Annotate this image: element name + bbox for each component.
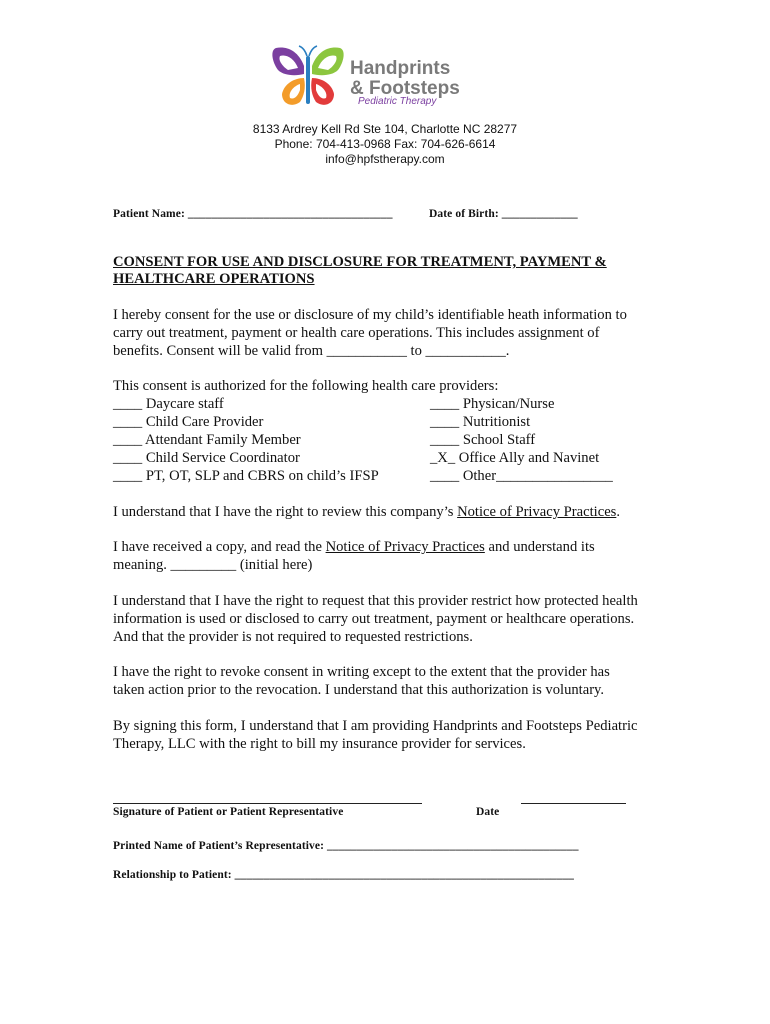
- privacy-practices-link-2[interactable]: Notice of Privacy Practices: [325, 539, 485, 555]
- restrict-paragraph-line2: information is used or disclosed to carry out treatment, payment or healthcare operations.: [113, 611, 635, 627]
- email-address: info@hpfstherapy.com: [325, 152, 445, 166]
- form-title-line2: HEALTHCARE OPERATIONS: [113, 271, 315, 287]
- provider-option-other[interactable]: ____ Other________________: [430, 468, 613, 484]
- review-notice-text: I understand that I have the right to review this company’s: [113, 504, 458, 520]
- provider-option-daycare-staff[interactable]: ____ Daycare staff: [113, 396, 224, 412]
- provider-option-school-staff[interactable]: ____ School Staff: [430, 432, 536, 448]
- butterfly-logo-icon: [268, 44, 348, 110]
- logo-tagline: Pediatric Therapy: [358, 96, 437, 107]
- phone-fax: Phone: 704-413-0968 Fax: 704-626-6614: [274, 137, 496, 151]
- provider-option-nutritionist[interactable]: ____ Nutritionist: [430, 414, 531, 430]
- provider-option-child-service-coordinator[interactable]: ____ Child Service Coordinator: [113, 450, 300, 466]
- privacy-practices-link[interactable]: Notice of Privacy Practices: [457, 504, 617, 520]
- signature-label: Signature of Patient or Patient Representative: [113, 806, 344, 818]
- consent-paragraph-line2: carry out treatment, payment or health care operations. This includes assignment of: [113, 325, 600, 341]
- signature-line[interactable]: [113, 803, 422, 804]
- relationship-field[interactable]: Relationship to Patient: __________________________________________________________: [113, 869, 574, 881]
- billing-paragraph-line1: By signing this form, I understand that I am providing Handprints and Footsteps Pediatric: [113, 718, 638, 734]
- review-notice-period: .: [616, 504, 621, 520]
- provider-option-pt-ot-slp-cbrs[interactable]: ____ PT, OT, SLP and CBRS on child’s IFSP: [113, 468, 379, 484]
- consent-validity-dates[interactable]: benefits. Consent will be valid from ___________ to ___________.: [113, 343, 510, 359]
- printed-name-field[interactable]: Printed Name of Patient’s Representative: ___________________________________________: [113, 840, 579, 852]
- date-label: Date: [476, 806, 500, 818]
- billing-paragraph-line2: Therapy, LLC with the right to bill my insurance provider for services.: [113, 736, 526, 752]
- provider-option-attendant-family-member[interactable]: ____ Attendant Family Member: [113, 432, 301, 448]
- received-copy-statement: [113, 538, 595, 556]
- date-line[interactable]: [521, 803, 626, 804]
- revoke-paragraph-line2: taken action prior to the revocation. I understand that this authorization is voluntary.: [113, 682, 605, 698]
- provider-option-office-ally-navinet[interactable]: _X_ Office Ally and Navinet: [430, 450, 600, 466]
- received-copy-text-end: and understand its: [484, 539, 595, 555]
- revoke-paragraph-line1: I have the right to revoke consent in writing except to the extent that the provider has: [113, 664, 610, 680]
- provider-option-child-care-provider[interactable]: ____ Child Care Provider: [113, 414, 264, 430]
- review-notice-statement: [113, 503, 620, 521]
- street-address: 8133 Ardrey Kell Rd Ste 104, Charlotte NC 28277: [252, 122, 518, 136]
- providers-intro: This consent is authorized for the following health care providers:: [113, 378, 499, 394]
- restrict-paragraph-line3: And that the provider is not required to requested restrictions.: [113, 629, 473, 645]
- form-title-line1: CONSENT FOR USE AND DISCLOSURE FOR TREATMENT, PAYMENT &: [113, 254, 607, 270]
- received-copy-text: I have received a copy, and read the: [113, 539, 326, 555]
- provider-option-physican-nurse[interactable]: ____ Physican/Nurse: [430, 396, 555, 412]
- patient-name-field[interactable]: Patient Name: ___________________________________: [113, 208, 393, 220]
- restrict-paragraph-line1: I understand that I have the right to request that this provider restrict how protected health: [113, 593, 638, 609]
- logo-wordmark-line1: Handprints: [350, 58, 451, 79]
- initial-here-field[interactable]: meaning. _________ (initial here): [113, 557, 313, 573]
- date-of-birth-field[interactable]: Date of Birth: _____________: [429, 208, 578, 220]
- logo-wordmark-line2: & Footsteps: [350, 78, 460, 99]
- consent-paragraph-line1: I hereby consent for the use or disclosure of my child’s identifiable heath information to: [113, 307, 627, 323]
